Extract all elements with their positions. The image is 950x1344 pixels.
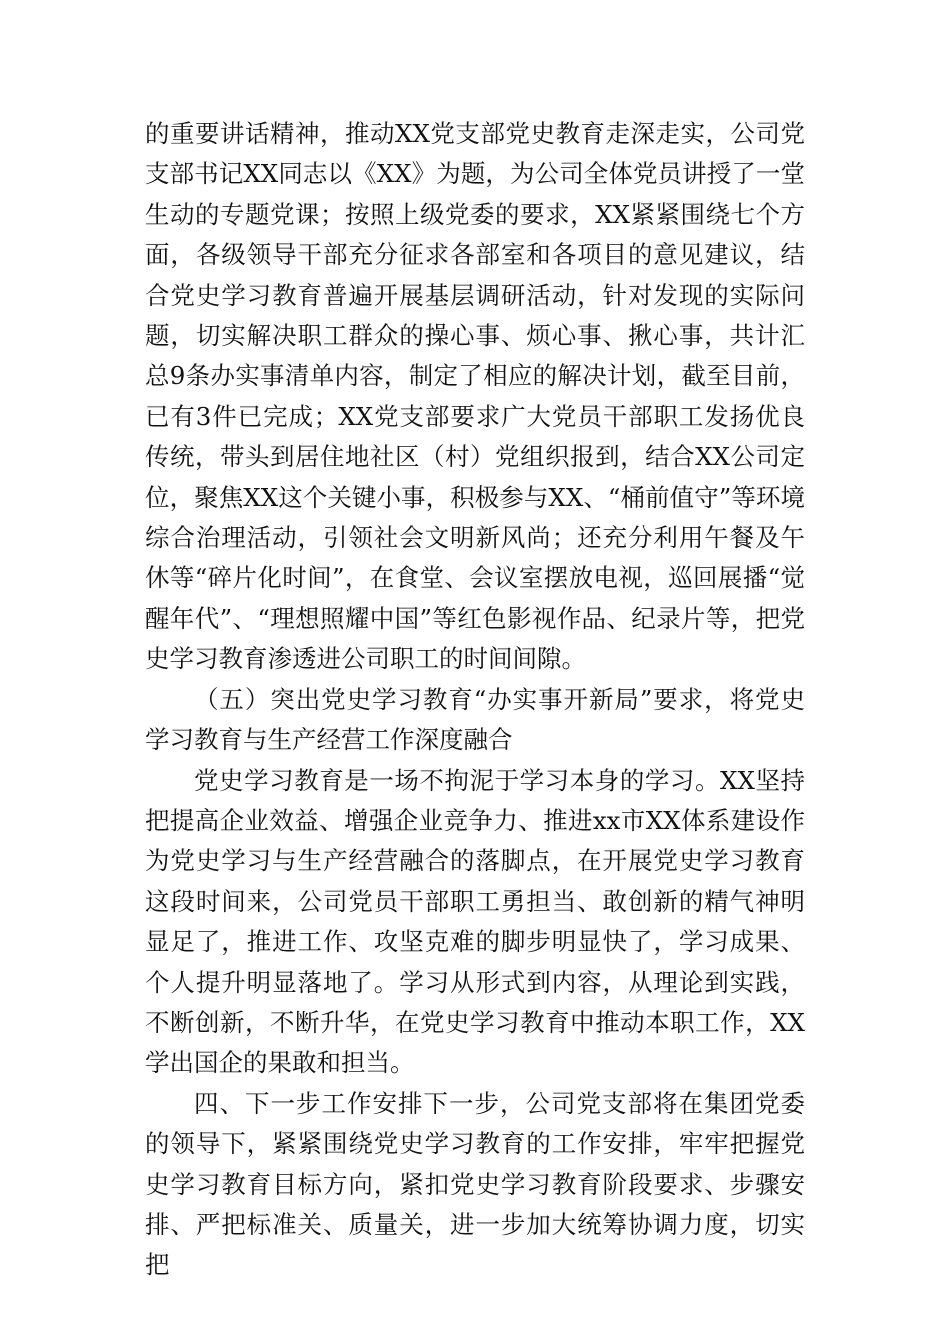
paragraph-continued: 的重要讲话精神，推动XX党支部党史教育走深走实，公司党支部书记XX同志以《XX》为题，为公司全体党员讲授了一堂生动的专题党课；按照上级党委的要求，XX紧紧围绕七个方面，各级领导干部充分征求各部室和各项目的意见建议，结合党史学习教育普遍开展基层调研活动，针对发现的实际问题，切实解决职工群众的操心事、烦心事、揪心事，共计汇总9条办实事清单内容，制定了相应的解决计划，截至目前，已有3件已完成；XX党支部要求广大党员干部职工发扬优良传统，带头到居住地社区（村）党组织报到，结合XX公司定位，聚焦XX这个关键小事，积极参与XX、“桶前值守”等环境综合治理活动，引领社会文明新风尚；还充分利用午餐及午休等“碎片化时间”，在食堂、会议室摆放电视，巡回展播“觉醒年代”、“理想照耀中国”等红色影视作品、纪录片等，把党史学习教育渗透进公司职工的时间间隙。 [145,119,805,674]
paragraph-study-integration: 党史学习教育是一场不拘泥于学习本身的学习。XX坚持把提高企业效益、增强企业竞争力、推进xx市XX体系建设作为党史学习与生产经营融合的落脚点，在开展党史学习教育这段时间来，公司党员干部职工勇担当、敢创新的精气神明显足了，推进工作、攻坚克难的脚步明显快了，学习成果、个人提升明显落地了。学习从形式到内容，从理论到实践，不断创新，不断升华，在党史学习教育中推动本职工作，XX学出国企的果敢和担当。 [145,765,805,1078]
section-heading-five: （五）突出党史学习教育“办实事开新局”要求，将党史学习教育与生产经营工作深度融合 [145,684,805,755]
paragraph-next-steps: 四、下一步工作安排下一步，公司党支部将在集团党委的领导下，紧紧围绕党史学习教育的工作安排，牢牢把握党史学习教育目标方向，紧扣党史学习教育阶段要求、步骤安排、严把标准关、质量关，进一步加大统筹协调力度，切实把 [145,1088,805,1280]
document-page [145,114,805,1286]
